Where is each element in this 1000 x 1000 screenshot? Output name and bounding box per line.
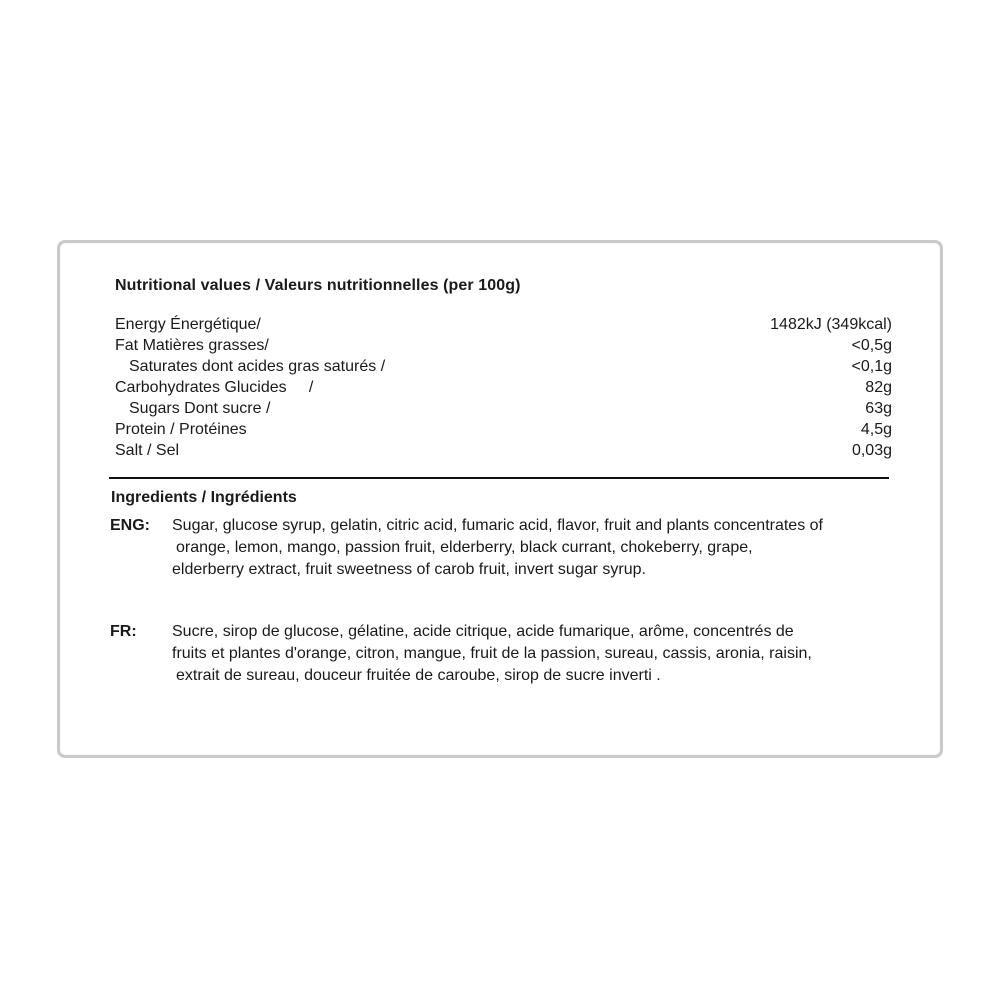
- ingredients-line: extrait de sureau, douceur fruitée de caroube, sirop de sucre inverti .: [176, 667, 661, 684]
- nutrition-table: [115, 314, 892, 461]
- ingredients-title: Ingredients / Ingrédients: [111, 489, 297, 506]
- nutrient-name: Protein / Protéines: [115, 421, 247, 438]
- nutrition-row-carbohydrates: [115, 377, 892, 398]
- nutrient-value: 1482kJ (349kcal): [770, 316, 892, 333]
- nutrition-row-fat: [115, 335, 892, 356]
- nutrient-name: Sugars Dont sucre /: [129, 400, 271, 417]
- ingredients-line: elderberry extract, fruit sweetness of carob fruit, invert sugar syrup.: [172, 561, 646, 578]
- nutrition-row-salt: [115, 440, 892, 461]
- ingredients-text-eng: [172, 515, 942, 581]
- nutrient-name: Energy Énergétique/: [115, 316, 261, 333]
- nutrient-value: <0,1g: [851, 358, 892, 375]
- nutrition-label-card: [57, 240, 943, 758]
- nutrient-value: 4,5g: [860, 421, 892, 438]
- ingredients-line: fruits et plantes d'orange, citron, mangue, fruit de la passion, sureau, cassis, aronia, raisin,: [172, 645, 812, 662]
- ingredients-line: orange, lemon, mango, passion fruit, elderberry, black currant, chokeberry, grape,: [176, 539, 753, 556]
- language-label-fr: FR:: [110, 623, 137, 640]
- nutrient-value: 0,03g: [851, 442, 892, 459]
- nutrient-name: Saturates dont acides gras saturés /: [129, 358, 386, 375]
- nutrient-name: Salt / Sel: [115, 442, 180, 459]
- nutrition-row-sugars: [115, 398, 892, 419]
- section-divider: [109, 477, 889, 479]
- ingredients-line: Sucre, sirop de glucose, gélatine, acide citrique, acide fumarique, arôme, concentrés de: [172, 623, 794, 640]
- nutrition-row-saturates: [115, 356, 892, 377]
- language-label-eng: ENG:: [110, 517, 150, 534]
- nutrient-name: Carbohydrates Glucides /: [115, 379, 314, 396]
- nutrient-name: Fat Matières grasses/: [115, 337, 269, 354]
- nutrition-title: Nutritional values / Valeurs nutritionnelles (per 100g): [115, 277, 521, 294]
- nutrient-value: 63g: [865, 400, 892, 417]
- ingredients-line: Sugar, glucose syrup, gelatin, citric acid, fumaric acid, flavor, fruit and plants concentrates of: [172, 517, 823, 534]
- nutrition-row-protein: [115, 419, 892, 440]
- nutrition-row-energy: [115, 314, 892, 335]
- nutrient-value: <0,5g: [851, 337, 892, 354]
- ingredients-text-fr: [172, 621, 942, 687]
- nutrient-value: 82g: [865, 379, 892, 396]
